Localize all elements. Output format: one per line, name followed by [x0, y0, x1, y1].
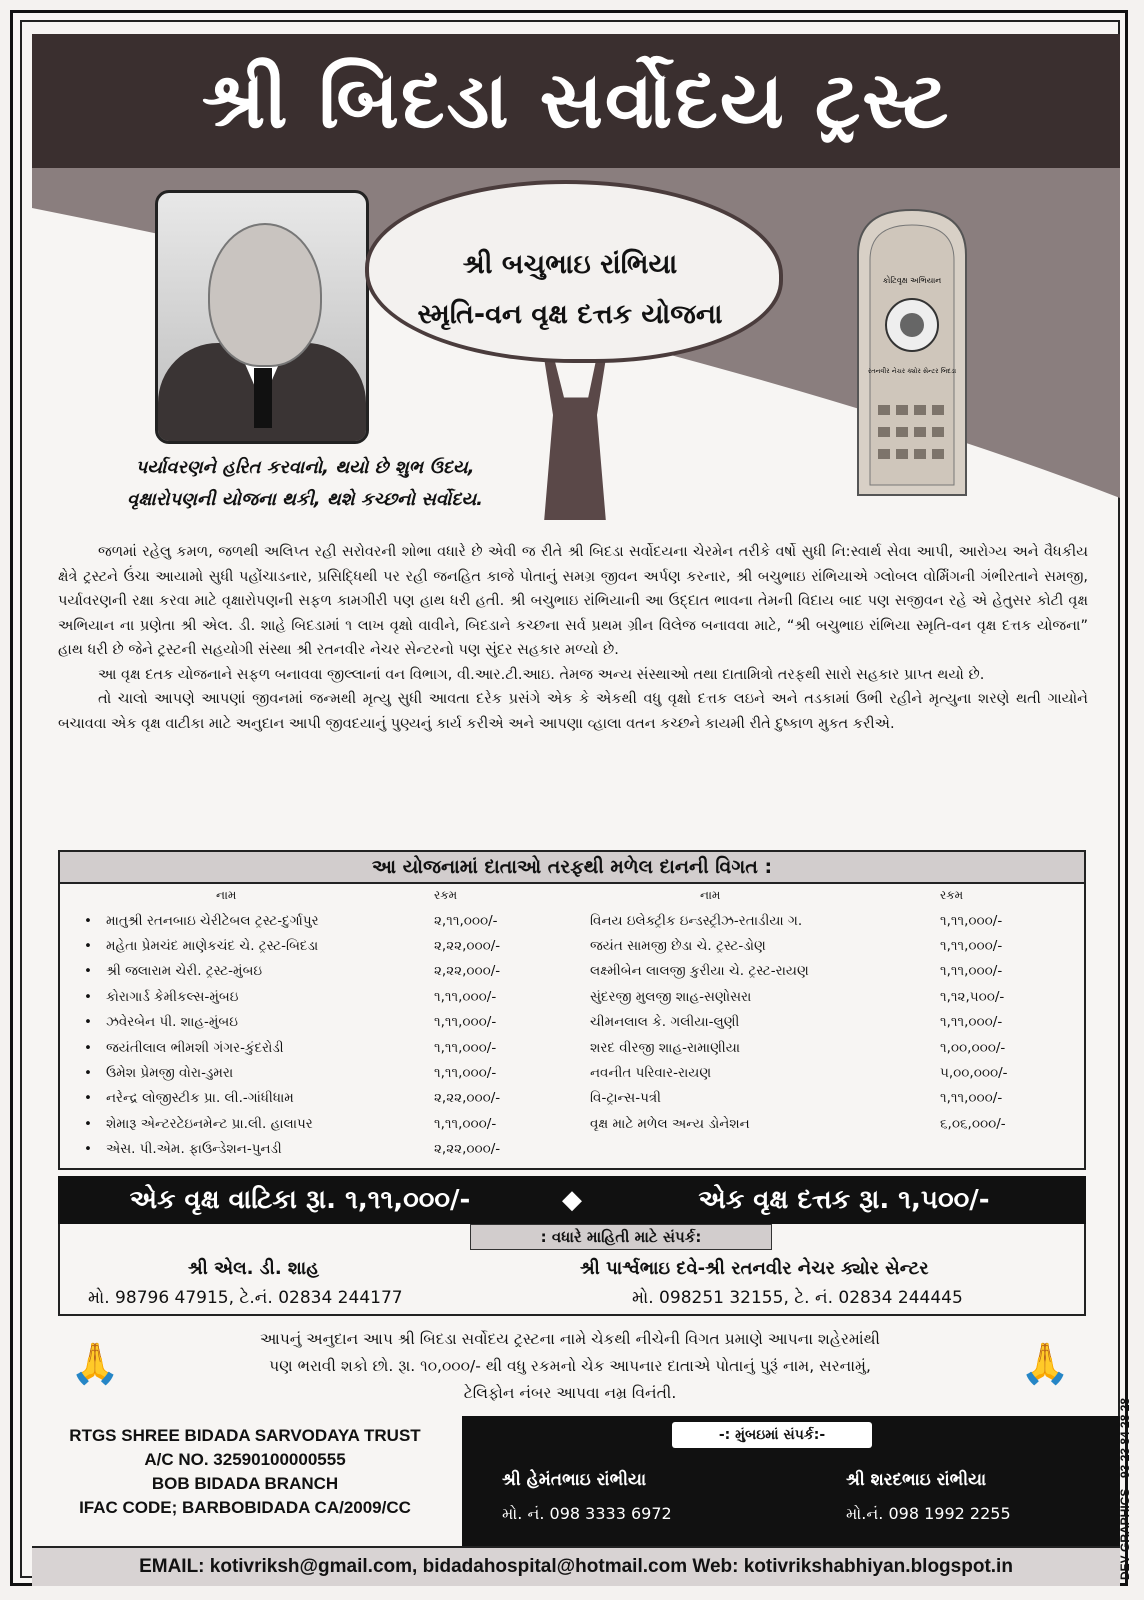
donor-amount: ૧,૧૧,૦૦૦/- — [940, 963, 1003, 980]
donor-name: શેમારૂ એન્ટરટેઇનમેન્ટ પ્રા.લી. હાલાપર — [106, 1115, 313, 1132]
folded-hands-icon: 🙏 — [1020, 1341, 1070, 1387]
donor-row — [84, 1111, 554, 1136]
portrait-tie — [254, 368, 272, 428]
bank-line3: BOB BIDADA BRANCH — [151, 1474, 339, 1493]
contact-section — [58, 1224, 1086, 1316]
donor-amount: ૧,૧૧,૦૦૦/- — [940, 1090, 1003, 1107]
donor-name: ચીમનલાલ કે. ગલીયા-લુણી — [590, 1014, 740, 1031]
donor-row — [84, 959, 554, 984]
printer-credit: DEV GRAPHICS - 93 23 84 28 28 — [1118, 1397, 1132, 1580]
donor-row — [84, 1010, 554, 1035]
slogan — [70, 452, 540, 516]
bullet-icon: • — [84, 938, 92, 955]
donor-name: કોરાગાર્ડ કેમીકલ્સ-મુંબઇ — [106, 988, 239, 1005]
body-text — [58, 540, 1088, 736]
bank-details — [32, 1416, 458, 1546]
donor-name: જયંતીલાલ ભીમશી ગંગર-કુંદરોડી — [106, 1039, 284, 1056]
donor-header-left — [84, 888, 554, 908]
donor-name: નવનીત પરિવાર-રાયણ — [590, 1065, 712, 1082]
column-amount-header: રકમ — [434, 888, 458, 902]
donor-row — [590, 1086, 1060, 1111]
bullet-icon: • — [84, 988, 92, 1005]
contact-person-2: શ્રી પાર્શ્વભાઇ દવે-શ્રી રતનવીર નેચર ક્યોર સેન્ટર — [580, 1258, 929, 1279]
paragraph-2: આ વૃક્ષ દતક યોજનાને સફળ બનાવવા જીલ્લાનાં વન વિભાગ, વી.આર.ટી.આઇ. તેમજ અન્ય સંસ્થાઓ તથા દાતામિત્રો તરફથી સારો સહકાર પ્રાપ્ત થયો છે. — [98, 666, 985, 683]
donor-amount: ૧,૧૧,૦૦૦/- — [940, 938, 1003, 955]
portrait-face — [208, 223, 322, 367]
diamond-icon: ◆ — [562, 1185, 582, 1215]
donor-row — [590, 1060, 1060, 1085]
donor-column-right — [590, 888, 1060, 1137]
donor-amount: ૧,૧૧,૦૦૦/- — [434, 1014, 497, 1031]
column-name-header: નામ — [700, 888, 721, 902]
bullet-icon: • — [84, 1014, 92, 1031]
page-title: શ્રી બિદડા સર્વોદય ટ્રસ્ટ — [201, 55, 951, 146]
donor-name: લક્ષ્મીબેન લાલજી કુરીયા ચે. ટ્રસ્ટ-રાયણ — [590, 963, 809, 980]
vatika-offer: એક વૃક્ષ વાટિકા રૂા. ૧,૧૧,૦૦૦/- — [129, 1184, 471, 1215]
bank-line4: IFAC CODE; BARBOBIDADA CA/2009/CC — [79, 1498, 411, 1517]
donor-row — [84, 1035, 554, 1060]
bullet-icon: • — [84, 963, 92, 980]
donor-row — [590, 1010, 1060, 1035]
paragraph-3: તો ચાલો આપણે આપણાં જીવનમાં જન્મથી મૃત્યુ સુધી આવતા દરેક પ્રસંગે એક કે એકથી વધુ વૃક્ષો દત્તક લઇને અને તડકામાં ઉભી રહીને મૃત્યુના શરણે થતી ગાયોને બચાવવા એક વૃક્ષ વાટીકા માટે અનુદાન આપી જીવદયાનું પુણ્યનું કાર્ય કરીએ અને આપણા વ્હાલા વતન કચ્છને કાયમી રીતે દુષ્કાળ મુકત કરીએ. — [58, 691, 1088, 732]
donor-amount: ૧,૧૧,૦૦૦/- — [434, 1065, 497, 1082]
donor-amount: ૧,૧૨,૫૦૦/- — [940, 988, 1005, 1005]
bullet-icon: • — [84, 1039, 92, 1056]
offer-banner — [58, 1176, 1086, 1224]
donation-tower-image — [848, 205, 976, 505]
donor-row — [84, 933, 554, 958]
mumbai-phone-1: મો. નં. 098 3333 6972 — [502, 1504, 672, 1523]
contact-phone-2: મો. 098251 32155, ટે. નં. 02834 244445 — [632, 1288, 963, 1308]
donor-row — [84, 908, 554, 933]
donor-amount: ૬,૦૬,૦૦૦/- — [940, 1115, 1006, 1132]
donor-name: એસ. પી.એમ. ફાઉન્ડેશન-પુનડી — [106, 1141, 282, 1158]
donor-amount: ૨,૨૨,૦૦૦/- — [434, 1090, 501, 1107]
donor-name: શ્રી જલારામ ચેરી. ટ્રસ્ટ-મુંબઇ — [106, 963, 263, 980]
header-banner — [32, 34, 1120, 168]
donor-amount: ૨,૨૨,૦૦૦/- — [434, 938, 501, 955]
donor-name: સુંદરજી મુલજી શાહ-સણોસરા — [590, 988, 752, 1005]
donor-amount: ૧,૧૧,૦૦૦/- — [940, 912, 1003, 929]
donor-amount: ૫,૦૦,૦૦૦/- — [940, 1065, 1008, 1082]
donor-amount: ૨,૨૨,૦૦૦/- — [434, 1141, 501, 1158]
tower-label-bottom: રતનવીર નેચર ક્યોર સેન્ટર બિદડા — [867, 367, 957, 375]
mumbai-phone-2: મો.નં. 098 1992 2255 — [846, 1504, 1011, 1523]
donor-row — [590, 908, 1060, 933]
email-web-footer: EMAIL: kotivriksh@gmail.com, bidadahospital@hotmail.com Web: kotivrikshabhiyan.blogspot.in — [32, 1546, 1120, 1586]
donor-amount: ૧,૦૦,૦૦૦/- — [940, 1039, 1006, 1056]
donor-row — [84, 984, 554, 1009]
contact-person-1: શ્રી એલ. ડી. શાહ — [188, 1258, 320, 1279]
paragraph-1: જળમાં રહેલુ કમળ, જળથી અલિપ્ત રહી સરોવરની શોભા વધારે છે એવી જ રીતે શ્રી બિદડા સર્વોદયના ચેરમેન તરીકે વર્ષો સુધી નિ:સ્વાર્થ સેવા આપી, આરોગ્ય અને વૈધકીય ક્ષેત્રે ટ્રસ્ટને ઉંચા આયામો સુધી પહોંચાડનાર, પ્રસિદ્ધિથી પર રહી જનહિત કાજે પોતાનું સમગ્ર જીવન અર્પણ કરનાર, શ્રી બચુભાઇ રાંભિયાએ ગ્લોબલ વોર્મિંગની ગંભીરતાને સમજી, પર્યાવરણની રક્ષા કરવા માટે વૃક્ષારોપણની સફળ કામગીરી પણ હાથ ધરી હતી. શ્રી બચુભાઇ રાંભિયાની આ ઉદ્દાત ભાવના તેમની વિદાય બાદ પણ સજીવન રહે એ હેતુસર કોટી વૃક્ષ અભિયાન ના પ્રણેતા શ્રી એલ. ડી. શાહે બિદડામાં ૧ લાખ વૃક્ષો વાવીને, બિદડાને કચ્છના સર્વ પ્રથમ ગ્રીન વિલેજ બનાવવા માટે, “શ્રી બચુભાઇ રાંભિયા સ્મૃતિ-વન વૃક્ષ દત્તક યોજના” હાથ ધરી છે જેને ટ્રસ્ટની સહયોગી સંસ્થા શ્રી રતનવીર નેચર સેન્ટરનો પણ સુંદર સહકાર મળ્યો છે. — [58, 544, 1088, 658]
donor-row — [590, 933, 1060, 958]
donor-row — [590, 959, 1060, 984]
bullet-icon: • — [84, 912, 92, 929]
donor-name: વૃક્ષ માટે મળેલ અન્ય ડોનેશન — [590, 1115, 750, 1132]
donor-column-left — [84, 888, 554, 1162]
donor-name: વિ-ટ્રાન્સ-પત્રી — [590, 1090, 661, 1107]
scheme-title-line2: સ્મૃતિ-વન વૃક્ષ દત્તક યોજના — [417, 299, 723, 330]
donor-amount: ૧,૧૧,૦૦૦/- — [434, 1039, 497, 1056]
scheme-title — [375, 240, 765, 340]
donor-amount: ૧,૧૧,૦૦૦/- — [434, 1115, 497, 1132]
contact-phone-1: મો. 98796 47915, ટે.નં. 02834 244177 — [88, 1288, 403, 1308]
mumbai-contact-title: -: મુંબઇમાં સંપર્ક:- — [672, 1422, 872, 1448]
donor-amount: ૧,૧૧,૦૦૦/- — [940, 1014, 1003, 1031]
donor-name: નરેન્દ્ર લોજીસ્ટીક પ્રા. લી.-ગાંધીધામ — [106, 1090, 294, 1107]
donor-name: ઝવેરબેન પી. શાહ-મુંબઇ — [106, 1014, 238, 1031]
donor-name: વિનય ઇલેક્ટ્રીક ઇન્ડસ્ટ્રીઝ-રતાડીયા ગ. — [590, 912, 803, 929]
donor-header-right — [590, 888, 1060, 908]
tower-label-top: કોટિવૃક્ષ અભિયાન — [882, 276, 942, 285]
donor-name: મહેતા પ્રેમચંદ માણેકચંદ ચે. ટ્રસ્ટ-બિદડા — [106, 938, 319, 955]
donor-row — [84, 1137, 554, 1162]
donor-name: માતુશ્રી રતનબાઇ ચેરીટેબલ ટ્રસ્ટ-દુર્ગાપુર — [106, 912, 319, 929]
mumbai-person-1: શ્રી હેમંતભાઇ રાંભીયા — [502, 1470, 647, 1490]
portrait-photo — [155, 190, 369, 444]
donor-name: જયંત સામજી છેડા ચે. ટ્રસ્ટ-ડોણ — [590, 938, 766, 955]
donor-row — [590, 984, 1060, 1009]
contact-title: : વધારે માહિતી માટે સંપર્ક: — [470, 1224, 772, 1250]
bank-line2: A/C NO. 32590100000555 — [144, 1450, 346, 1469]
column-amount-header: રકમ — [940, 888, 964, 902]
bullet-icon: • — [84, 1141, 92, 1158]
donor-row — [84, 1060, 554, 1085]
appeal-text — [130, 1326, 1010, 1407]
donor-table — [58, 850, 1086, 1170]
column-name-header: નામ — [216, 888, 237, 902]
appeal-line3: ટેલિફોન નંબર આપવા નમ્ર વિનંતી. — [463, 1384, 677, 1402]
donor-amount: ૧,૧૧,૦૦૦/- — [434, 988, 497, 1005]
appeal-line2: પણ ભરાવી શકો છો. રૂા. ૧૦,૦૦૦/- થી વધુ રકમનો ચેક આપનાર દાતાએ પોતાનું પુરૂં નામ, સરનામું, — [269, 1357, 871, 1375]
slogan-line2: વૃક્ષારોપણની યોજના થકી, થશે કચ્છનો સર્વોદય. — [127, 489, 483, 510]
scheme-title-line1: શ્રી બચુભાઇ રાંભિયા — [462, 249, 678, 280]
donor-row — [590, 1035, 1060, 1060]
mumbai-person-2: શ્રી શરદભાઇ રાંભીયા — [846, 1470, 987, 1490]
bullet-icon: • — [84, 1090, 92, 1107]
donor-name: શરદ વીરજી શાહ-રામાણીયા — [590, 1039, 741, 1056]
folded-hands-icon: 🙏 — [70, 1341, 120, 1387]
appeal-line1: આપનું અનુદાન આપ શ્રી બિદડા સર્વોદય ટ્રસ્ટના નામે ચેકથી નીચેની વિગત પ્રમાણે આપના શહેરમાંથી — [260, 1330, 880, 1348]
mumbai-contact — [462, 1416, 1120, 1546]
slogan-line1: પર્યાવરણને હરિત કરવાનો, થયો છે શુભ ઉદય, — [135, 457, 475, 478]
donor-amount: ૨,૧૧,૦૦૦/- — [434, 912, 498, 929]
donor-table-title: આ યોજનામાં દાતાઓ તરફથી મળેલ દાનની વિગત : — [60, 852, 1084, 884]
bullet-icon: • — [84, 1115, 92, 1132]
adoption-offer: એક વૃક્ષ દત્તક રૂા. ૧,૫૦૦/- — [698, 1184, 990, 1215]
donor-row — [590, 1111, 1060, 1136]
bullet-icon: • — [84, 1065, 92, 1082]
donor-name: ઉમેશ પ્રેમજી વોરા-ડુમરા — [106, 1065, 234, 1082]
bank-line1: RTGS SHREE BIDADA SARVODAYA TRUST — [69, 1426, 421, 1445]
donor-amount: ૨,૨૨,૦૦૦/- — [434, 963, 501, 980]
donor-row — [84, 1086, 554, 1111]
